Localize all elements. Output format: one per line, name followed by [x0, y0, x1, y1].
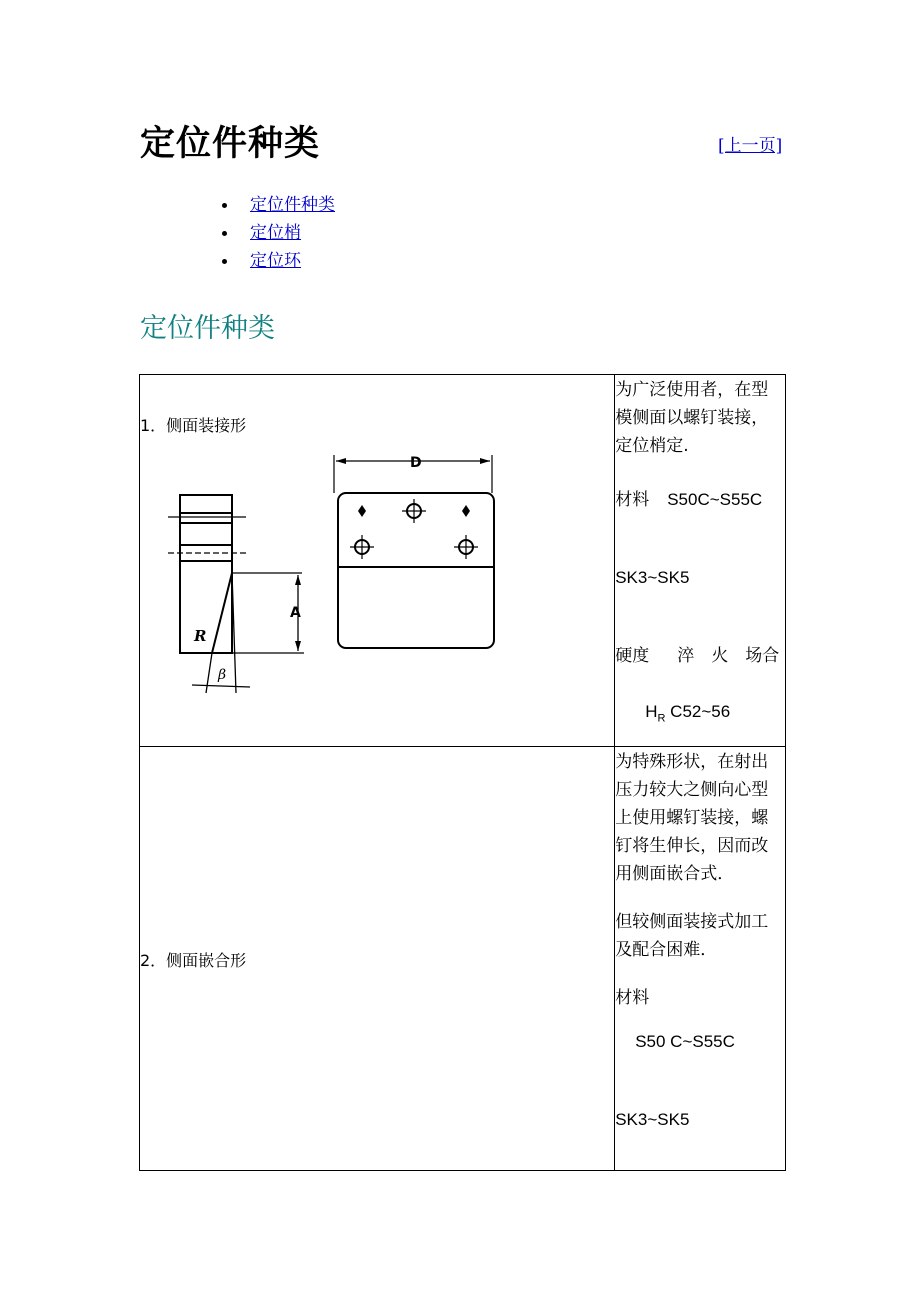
- row2-material-label: 材料: [615, 988, 650, 1008]
- dim-D-label: D: [410, 455, 422, 471]
- bullet-icon: [222, 203, 227, 208]
- bullet-icon: [222, 231, 227, 236]
- row2-material-value-2: SK3~SK5: [615, 1110, 690, 1129]
- row1-description: 为广泛使用者，在型模侧面以螺钉装接，定位梢定.: [615, 380, 769, 456]
- row1-label: 1．侧面装接形: [140, 416, 247, 435]
- row1-figure-cell: [140, 375, 615, 747]
- prev-page-link[interactable]: [上一页]: [718, 136, 783, 156]
- row1-material: [615, 486, 785, 514]
- hardness-label: 硬度: [615, 646, 650, 666]
- dim-beta-label: β: [218, 667, 227, 683]
- toc-item: [222, 220, 335, 248]
- side-mount-drawing: [140, 415, 616, 745]
- hardness-range: C52~56: [665, 702, 731, 721]
- dim-A-label: A: [290, 605, 301, 621]
- bullet-icon: [222, 259, 227, 264]
- dim-R-label: R: [194, 627, 207, 645]
- row2-label: 2．侧面嵌合形: [140, 951, 247, 970]
- row1-desc-cell: [615, 375, 786, 747]
- toc-link-types[interactable]: 定位件种类: [250, 195, 335, 215]
- page-title: 定位件种类: [140, 123, 321, 164]
- row2-desc-cell: [615, 747, 786, 1171]
- toc-item: [222, 248, 335, 276]
- section-heading: 定位件种类: [140, 313, 275, 344]
- table-row: [140, 375, 786, 747]
- table-of-contents: [222, 192, 335, 276]
- hardness-condition: 淬 火 场合: [677, 646, 780, 666]
- row2-material-value-1: S50 C~S55C: [635, 1032, 735, 1051]
- toc-link-ring[interactable]: 定位环: [250, 251, 301, 271]
- toc-item: [222, 192, 335, 220]
- hardness-R: R: [657, 712, 666, 725]
- table-row: [140, 747, 786, 1171]
- material-value-1: S50C~S55C: [667, 490, 763, 509]
- locator-types-table: [139, 374, 786, 1171]
- row2-figure-cell: [140, 747, 615, 1171]
- material-label: 材料: [615, 490, 650, 510]
- hardness-H: H: [645, 702, 658, 721]
- toc-link-pin[interactable]: 定位梢: [250, 223, 301, 243]
- row2-description-2: 但较侧面装接式加工及配合困难．: [615, 912, 769, 960]
- material-value-2: SK3~SK5: [615, 568, 690, 587]
- row2-description: 为特殊形状，在射出压力较大之侧向心型上使用螺钉装接，螺钉将生伸长，因而改用侧面嵌合式．: [615, 752, 769, 884]
- hardness-value: [615, 698, 785, 732]
- row1-hardness: [615, 642, 785, 670]
